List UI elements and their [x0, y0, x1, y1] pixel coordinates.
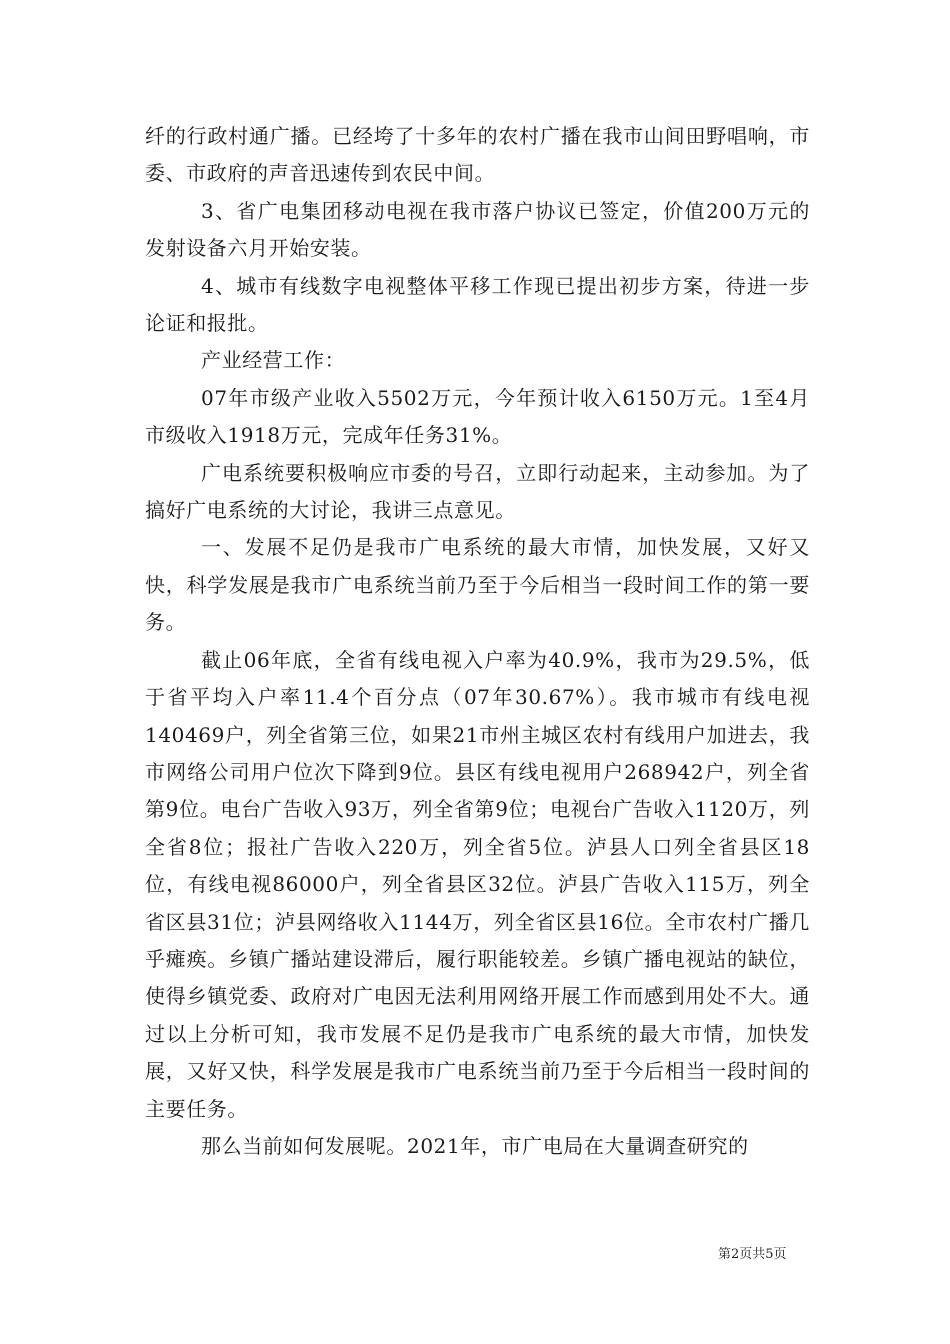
paragraph-6: 广电系统要积极响应市委的号召，立即行动起来，主动参加。为了搞好广电系统的大讨论，我讲三点意见。 — [145, 460, 810, 523]
document-body — [145, 118, 810, 1165]
paragraph-1: 纤的行政村通广播。已经垮了十多年的农村广播在我市山间田野唱响，市委、市政府的声音迅速传到农民中间。 — [145, 124, 810, 186]
page-number-footer: 第2页共5页 — [718, 1247, 787, 1262]
paragraph-7: 一、发展不足仍是我市广电系统的最大市情，加快发展，又好又快，科学发展是我市广电系统当前乃至于今后相当一段时间工作的第一要务。 — [145, 535, 810, 635]
paragraph-8: 截止06年底，全省有线电视入户率为40.9%，我市为29.5%，低于省平均入户率11.4个百分点（07年30.67%）。我市城市有线电视140469户，列全省第三位，如果21市州主城区农村有线用户加进去，我市网络公司用户位次下降到9位。县区有线电视用户268942户，列全省第9位。电台广告收入93万，列全省第9位；电视台广告收入1120万，列全省8位；报社广告收入220万，列全省5位。泸县人口列全省县区18位，有线电视86000户，列全省县区32位。泸县广告收入115万，列全省区县31位；泸县网络收入1144万，列全省区县16位。全市农村广播几乎瘫痪。乡镇广播站建设滞后，履行职能较差。乡镇广播电视站的缺位，使得乡镇党委、政府对广电因无法利用网络开展工作而感到用处不大。通过以上分析可知，我市发展不足仍是我市广电系统的最大市情，加快发展，又好又快，科学发展是我市广电系统当前乃至于今后相当一段时间的主要任务。 — [145, 647, 810, 1121]
paragraph-3: 4、城市有线数字电视整体平移工作现已提出初步方案，待进一步论证和报批。 — [145, 273, 810, 336]
paragraph-5: 07年市级产业收入5502万元，今年预计收入6150万元。1至4月市级收入1918万元，完成年任务31%。 — [145, 385, 810, 448]
paragraph-9: 那么当前如何发展呢。2021年，市广电局在大量调查研究的 — [201, 1133, 749, 1158]
paragraph-2: 3、省广电集团移动电视在我市落户协议已签定，价值200万元的发射设备六月开始安装。 — [145, 198, 810, 261]
paragraph-4: 产业经营工作： — [201, 348, 346, 373]
